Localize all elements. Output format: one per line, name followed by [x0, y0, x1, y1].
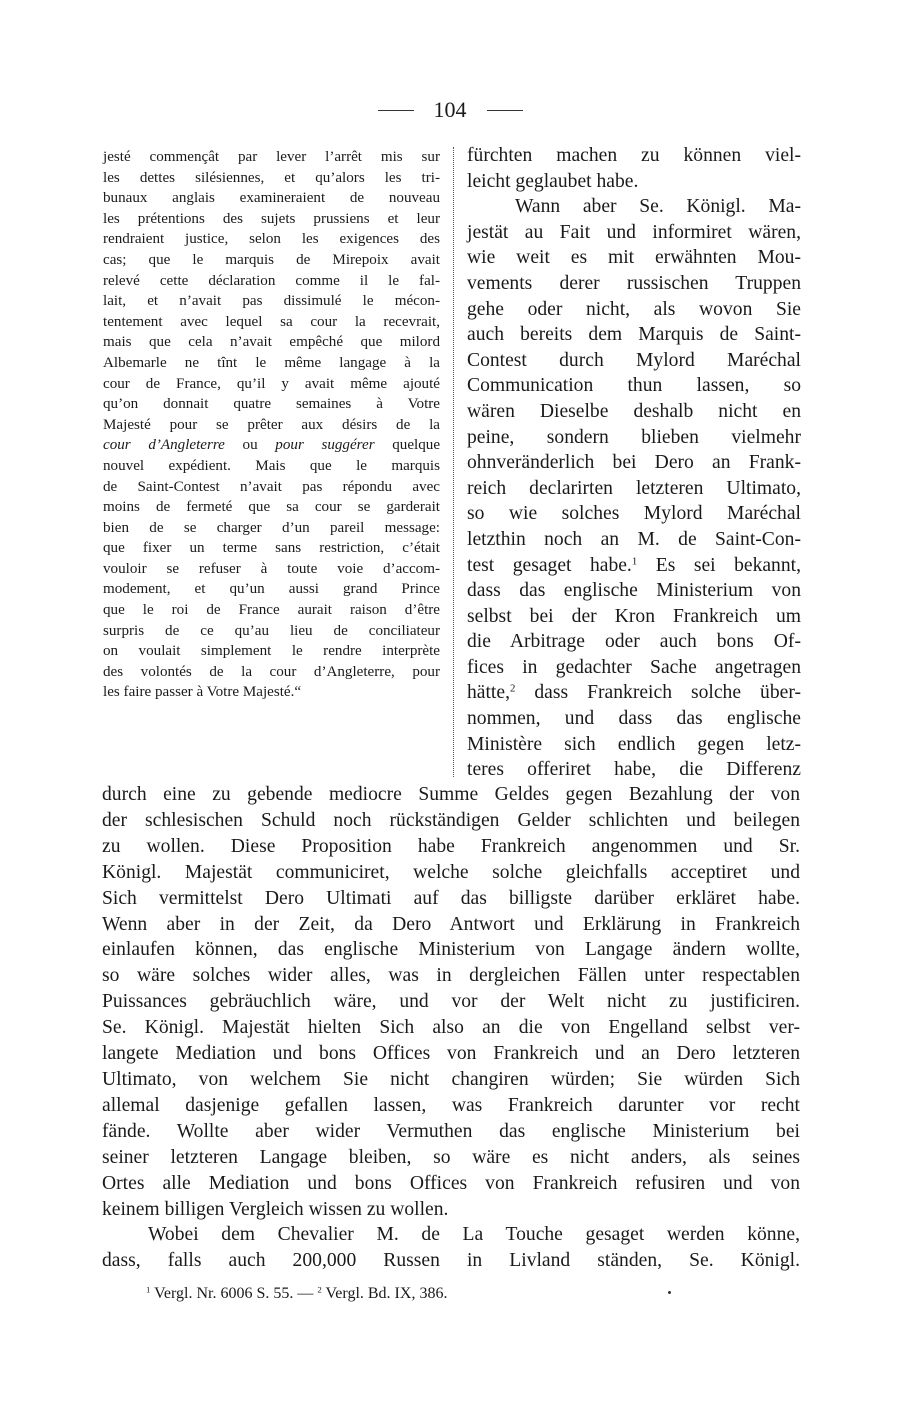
text-line: que le roi de France aurait raison d’être: [103, 602, 440, 619]
text-line: Ministère sich endlich gegen letz-: [467, 733, 801, 755]
header-rule-left: [378, 110, 414, 111]
text-line: teres offeriret habe, die Differenz: [467, 759, 801, 781]
text-line: cas; que le marquis de Mirepoix avait: [103, 251, 440, 268]
text-line: vements derer russischen Truppen: [467, 272, 801, 294]
text-line: Ortes alle Mediation und bons Offices von Frankreich refusiren und von: [102, 1172, 800, 1194]
german-text-column: [467, 143, 801, 783]
page-header: [0, 92, 900, 128]
text-line: nommen, und dass das englische: [467, 708, 801, 730]
footnote-1: Vergl. Nr. 6006 S. 55.: [154, 1285, 294, 1302]
text-span: dass Frankreich solche über-: [515, 682, 801, 704]
text-line: Communication thun lassen, so: [467, 375, 801, 397]
text-line-footnote: [467, 553, 801, 579]
text-line: nouvel expédient. Mais que le marquis: [103, 457, 440, 474]
footnote-mark-1: 1: [631, 555, 638, 568]
text-line: relevé cette déclaration comme il le fal-: [103, 272, 440, 289]
text-line: so wie solches Mylord Maréchal: [467, 503, 801, 525]
text-line: auch bereits dem Marquis de Saint-: [467, 324, 801, 346]
text-line: les prétentions des sujets prussiens et leur: [103, 210, 440, 227]
italic-span: pour suggérer: [275, 437, 375, 454]
footnote-mark-2: 2: [509, 683, 516, 696]
text-line: wären Dieselbe deshalb nicht en: [467, 400, 801, 422]
column-divider: [453, 147, 454, 777]
text-line: bien de se charger d’un pareil message:: [103, 519, 440, 536]
footnote-2: Vergl. Bd. IX, 386.: [325, 1285, 448, 1302]
text-line: bunaux anglais examineraient de nouveau: [103, 190, 440, 207]
text-line: vouloir se refuser à toute voie d’accom-: [103, 560, 440, 577]
text-line-italic: [103, 435, 440, 456]
footnote-mark-2: 2: [317, 1284, 322, 1295]
footnote-separator: —: [297, 1285, 314, 1302]
text-line: keinem billigen Vergleich wissen zu wollen.: [102, 1198, 449, 1220]
text-line: zu wollen. Diese Proposition habe Frankreich angenommen und Sr.: [102, 835, 800, 857]
text-line: die Arbitrage oder auch bons Of-: [467, 631, 801, 653]
text-line: on voulait simplement le rendre interprète: [103, 643, 440, 660]
print-speck: [668, 1291, 671, 1294]
text-line: wie weit es mit erwähnten Mou-: [467, 247, 801, 269]
french-quote-column: [103, 147, 440, 703]
text-line: Contest durch Mylord Maréchal: [467, 349, 801, 371]
text-line: mais que cela n’avait empêché que milord: [103, 334, 440, 351]
text-line: Ultimato, von welchem Sie nicht changiren würden; Sie würden Sich: [102, 1068, 800, 1090]
text-line: des volontés de la cour d’Angleterre, pour: [103, 663, 440, 680]
text-line: der schlesischen Schuld noch rückständigen Gelder schlichten und beilegen: [102, 809, 800, 831]
text-line: Albemarle ne tînt le même langage à la: [103, 354, 440, 371]
italic-span: cour d’Angleterre: [103, 437, 225, 454]
text-line: einlaufen können, das englische Ministerium von Langage ändern wollte,: [102, 939, 800, 961]
text-span: test gesaget habe.: [467, 554, 632, 576]
text-line: Sich vermittelst Dero Ultimati auf das billigste darüber erkläret habe.: [102, 887, 800, 909]
text-line: surpris de ce qu’au lieu de conciliateur: [103, 622, 440, 639]
text-line: ohnveränderlich bei Dero an Frank-: [467, 452, 801, 474]
text-line: Wann aber Se. Königl. Ma-: [515, 196, 801, 218]
text-line: dass, falls auch 200,000 Russen in Livland ständen, Se. Königl.: [102, 1250, 800, 1272]
text-line-footnote: [467, 680, 801, 706]
text-line: Majesté pour se prêter aux désirs de la: [103, 416, 440, 433]
text-line: Wenn aber in der Zeit, da Dero Antwort und Erklärung in Frankreich: [102, 913, 800, 935]
page-number: 104: [433, 97, 467, 122]
text-line: cour de France, qu’il y avait même ajouté: [103, 375, 440, 392]
text-line: peine, sondern blieben vielmehr: [467, 426, 801, 448]
text-line: Puissances gebräuchlich wäre, und vor der Welt nicht zu justificiren.: [102, 991, 800, 1013]
text-line: gehe oder nicht, als wovon Sie: [467, 298, 801, 320]
text-line: langete Mediation und bons Offices von Frankreich und an Dero letzteren: [102, 1043, 800, 1065]
text-line: les faire passer à Votre Majesté.“: [103, 684, 302, 701]
text-line: Wobei dem Chevalier M. de La Touche gesaget werden könne,: [148, 1224, 800, 1246]
text-line: so wäre solches wider alles, was in dergleichen Fällen unter respectablen: [102, 965, 800, 987]
text-line: que fixer un terme sans restriction, c’était: [103, 540, 440, 557]
roman-span: quelque: [374, 437, 441, 454]
roman-span: ou: [224, 437, 276, 454]
text-line: durch eine zu gebende mediocre Summe Geldes gegen Bezahlung der von: [102, 784, 800, 805]
text-line: allemal dasjenige gefallen lassen, was Frankreich darunter vor recht: [102, 1094, 800, 1116]
text-line: dass das englische Ministerium von: [467, 580, 801, 602]
text-line: modement, et qu’un aussi grand Prince: [103, 581, 440, 598]
text-line: Se. Königl. Majestät hielten Sich also an die von Engelland selbst ver-: [102, 1017, 800, 1039]
text-line: jesté commençât par lever l’arrêt mis sur: [103, 149, 440, 165]
text-line: reich declarirten letzteren Ultimato,: [467, 477, 801, 499]
text-line: seiner letzteren Langage bleiben, so wäre es nicht anders, als seines: [102, 1146, 800, 1168]
text-line: tentement avec lequel sa cour la recevrait,: [103, 313, 440, 330]
text-line: rendraient justice, selon les exigences des: [103, 231, 440, 248]
header-rule-right: [487, 110, 523, 111]
text-line: letzthin noch an M. de Saint-Con-: [467, 528, 801, 550]
text-line: qu’on donnait quatre semaines à Votre: [103, 396, 440, 413]
text-line: de Saint-Contest n’avait pas répondu avec: [103, 478, 440, 495]
text-span: Es sei bekannt,: [637, 554, 801, 576]
text-line: fices in gedachter Sache angetragen: [467, 656, 801, 678]
footnote-mark-1: 1: [146, 1284, 151, 1295]
text-line: jestät au Fait und informiret wären,: [467, 221, 801, 243]
text-line: moins de fermeté que sa cour se garderait: [103, 499, 440, 516]
text-line: Königl. Majestät communiciret, welche solche gleichfalls acceptiret und: [102, 861, 800, 883]
footnotes: [146, 1283, 666, 1305]
text-line: fürchten machen zu können viel-: [467, 145, 801, 166]
text-line: les dettes silésiennes, et qu’alors les tri-: [103, 169, 440, 186]
text-line: leicht geglaubet habe.: [467, 170, 639, 192]
text-line: selbst bei der Kron Frankreich um: [467, 605, 801, 627]
full-width-text: [102, 782, 800, 1274]
text-span: hätte,: [467, 682, 510, 704]
text-line: fände. Wollte aber wider Vermuthen das englische Ministerium bei: [102, 1120, 800, 1142]
text-line: lait, et n’avait pas dissimulé le mécon-: [103, 293, 440, 310]
